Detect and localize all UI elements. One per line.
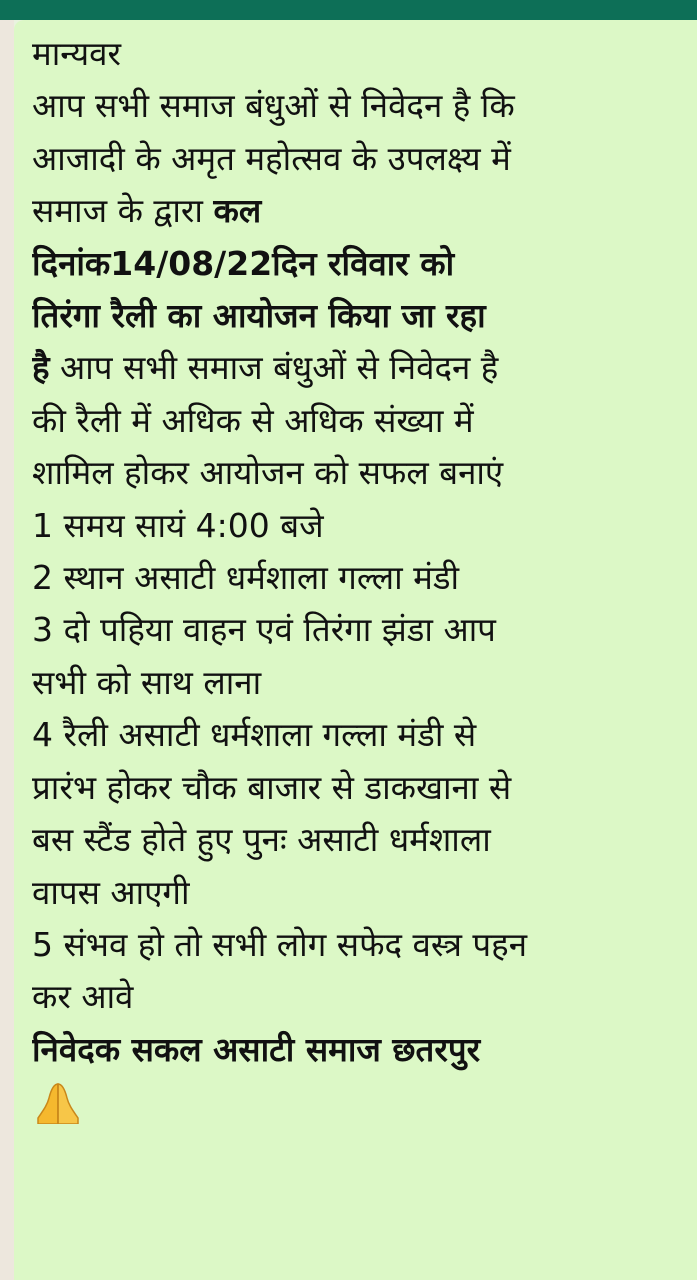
message-text: आप सभी समाज बंधुओं से निवेदन है <box>49 348 499 388</box>
message-line: 1 समय सायं 4:00 बजे <box>32 505 324 545</box>
message-line: 5 संभव हो तो सभी लोग सफेद वस्त्र पहन <box>32 924 528 964</box>
message-bold-text: है <box>32 348 50 388</box>
message-line: कर आवे <box>32 977 134 1017</box>
message-signature: निवेदक सकल असाटी समाज छतरपुर <box>32 1029 481 1069</box>
message-line: शामिल होकर आयोजन को सफल बनाएं <box>32 453 504 493</box>
message-line: 3 दो पहिया वाहन एवं तिरंगा झंडा आप <box>32 610 496 650</box>
message-line: बस स्टैंड होते हुए पुनः असाटी धर्मशाला <box>32 820 491 860</box>
message-line <box>32 342 689 394</box>
message-line: 4 रैली असाटी धर्मशाला गल्ला मंडी से <box>32 715 477 755</box>
message-line: सभी को साथ लाना <box>32 662 262 702</box>
message-line-bold: तिरंगा रैली का आयोजन किया जा रहा <box>32 296 486 336</box>
message-line <box>32 185 689 237</box>
message-line: आप सभी समाज बंधुओं से निवेदन है कि <box>32 86 515 126</box>
message-line: प्रारंभ होकर चौक बाजार से डाकखाना से <box>32 767 512 807</box>
message-line: मान्यवर <box>32 34 122 73</box>
message-line: 2 स्थान असाटी धर्मशाला गल्ला मंडी <box>32 558 460 598</box>
message-line: वापस आएगी <box>32 872 190 912</box>
folded-hands-icon <box>32 1080 92 1120</box>
message-line: आजादी के अमृत महोत्सव के उपलक्ष्य में <box>32 138 511 178</box>
message-line: की रैली में अधिक से अधिक संख्या में <box>32 400 474 440</box>
message-text: समाज के द्वारा <box>32 191 214 231</box>
chat-wallpaper <box>0 20 14 1280</box>
message-bubble[interactable] <box>14 20 697 1280</box>
message-line-bold: दिनांक14/08/22दिन रविवार को <box>32 243 455 283</box>
header-bar <box>0 0 697 20</box>
message-bold-text: कल <box>213 191 262 231</box>
